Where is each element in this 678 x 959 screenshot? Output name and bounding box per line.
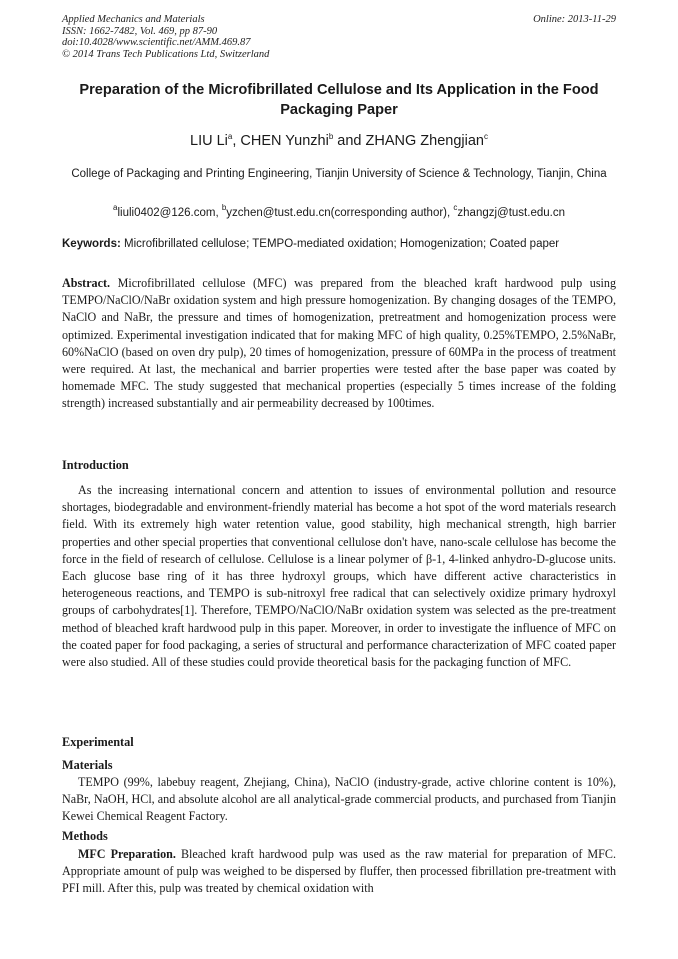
doi-line: doi:10.4028/www.scientific.net/AMM.469.87 [62, 37, 251, 48]
author-separator: , [232, 133, 241, 149]
journal-header [62, 14, 269, 60]
mfc-preparation [62, 846, 616, 898]
abstract-label: Abstract. [62, 276, 111, 290]
author-name: LIU Li [190, 133, 228, 149]
introduction-text: As the increasing international concern and attention to issues of environmental pollution and resource shortages, biodegradable and environment-friendly material has become a hot spot of the word materials research field. With its extremely high water retention value, good stability, high mechanical strength, high barrier properties and other special properties that conventional cellulose don't have, nano-scale cellulose has become the force in the field of research of cellulose. Cellulose is a linear polymer of β-1, 4-linked anhydro-D-glucose units. Each glucose base ring of it has three hydroxyl groups, which have different active characteristics in heterogeneous reactions, and TEMPO is sub-nitroxyl free radical that can selectively oxidize primary hydroxyl groups of carbohydrates[1]. Therefore, TEMPO/NaClO/NaBr oxidation system was selected as the pre-treatment method of bleached kraft hardwood pulp in this paper. Moreover, in order to investigate the influence of MFC on the coated paper for food packaging, a series of structural and performance characterization of MFC coated paper were also studied. All of these studies could provide theoretical basis for the packaging function of MFC. [62, 483, 616, 670]
materials-heading: Materials [62, 758, 113, 772]
author-list [62, 132, 616, 149]
experimental-heading: Experimental [62, 735, 134, 749]
affiliation: College of Packaging and Printing Engineering, Tianjin University of Science & Technology, Tianjin, China [71, 168, 607, 180]
author-mark: c [483, 132, 488, 141]
mfc-label: MFC Preparation. [78, 847, 176, 861]
journal-name: Applied Mechanics and Materials [62, 14, 205, 25]
abstract-text: Microfibrillated cellulose (MFC) was prepared from the bleached kraft hardwood pulp using TEMPO/NaClO/NaBr oxidation system and high pressure homogenization. By changing dosages of the TEMPO, NaClO and NaBr, the pressure and times of homogenization, pretreatment and homogenization process were optimized. Experimental investigation indicated that for making MFC of high quality, 0.25%TEMPO, 2.5%NaBr, 60%NaClO (based on oven dry pulp), 20 times of homogenization, pressure of 60MPa in the process of treatment were required. At last, the mechanical and barrier properties were tested after the base paper was coated by homemade MFC. The study suggested that mechanical properties (especially 5 times increase of the folding strength) increased substantially and air permeability decreased by 100times. [62, 276, 616, 411]
online-date: Online: 2013-11-29 [533, 14, 616, 25]
email-mark: a [113, 203, 118, 212]
author-mark: b [328, 132, 334, 141]
keywords [62, 238, 616, 250]
email-mark: c [453, 203, 458, 212]
mfc-text: Bleached kraft hardwood pulp was used as the raw material for preparation of MFC. Appropriate amount of pulp was weighed to be dispersed by fluffer, then processed fibrillation pre-treatment with PFI mill. After this, pulp was treated by chemical oxidation with [62, 847, 616, 896]
introduction-heading: Introduction [62, 458, 129, 472]
materials-text: TEMPO (99%, labebuy reagent, Zhejiang, China), NaClO (industry-grade, active chlorine content is 10%), NaBr, NaOH, HCl, and absolute alcohol are all analytical-grade commercial products, and purchased from Tianjin Kewei Chemical Reagent Factory. [62, 775, 616, 824]
abstract [62, 275, 616, 413]
copyright-line: © 2014 Trans Tech Publications Ltd, Switzerland [62, 48, 270, 60]
email-mark: b [221, 203, 227, 212]
keywords-text: Microfibrillated cellulose; TEMPO-mediated oxidation; Homogenization; Coated paper [120, 238, 560, 250]
email-list [62, 203, 616, 219]
author-name: ZHANG Zhengjian [365, 133, 484, 149]
author-mark: a [227, 132, 233, 141]
paper-title: Preparation of the Microfibrillated Cellulose and Its Application in the Food Packaging Paper [79, 82, 599, 118]
email-address: yzchen@tust.edu.cn(corresponding author), [226, 207, 454, 219]
issn-line: ISSN: 1662-7482, Vol. 469, pp 87-90 [62, 25, 218, 37]
author-name: CHEN Yunzhi [240, 133, 329, 149]
methods-heading: Methods [62, 829, 108, 843]
email-address: zhangzj@tust.edu.cn [457, 207, 565, 219]
author-and: and [333, 133, 366, 149]
keywords-label: Keywords: [62, 238, 121, 250]
email-address: liuli0402@126.com, [117, 207, 222, 219]
